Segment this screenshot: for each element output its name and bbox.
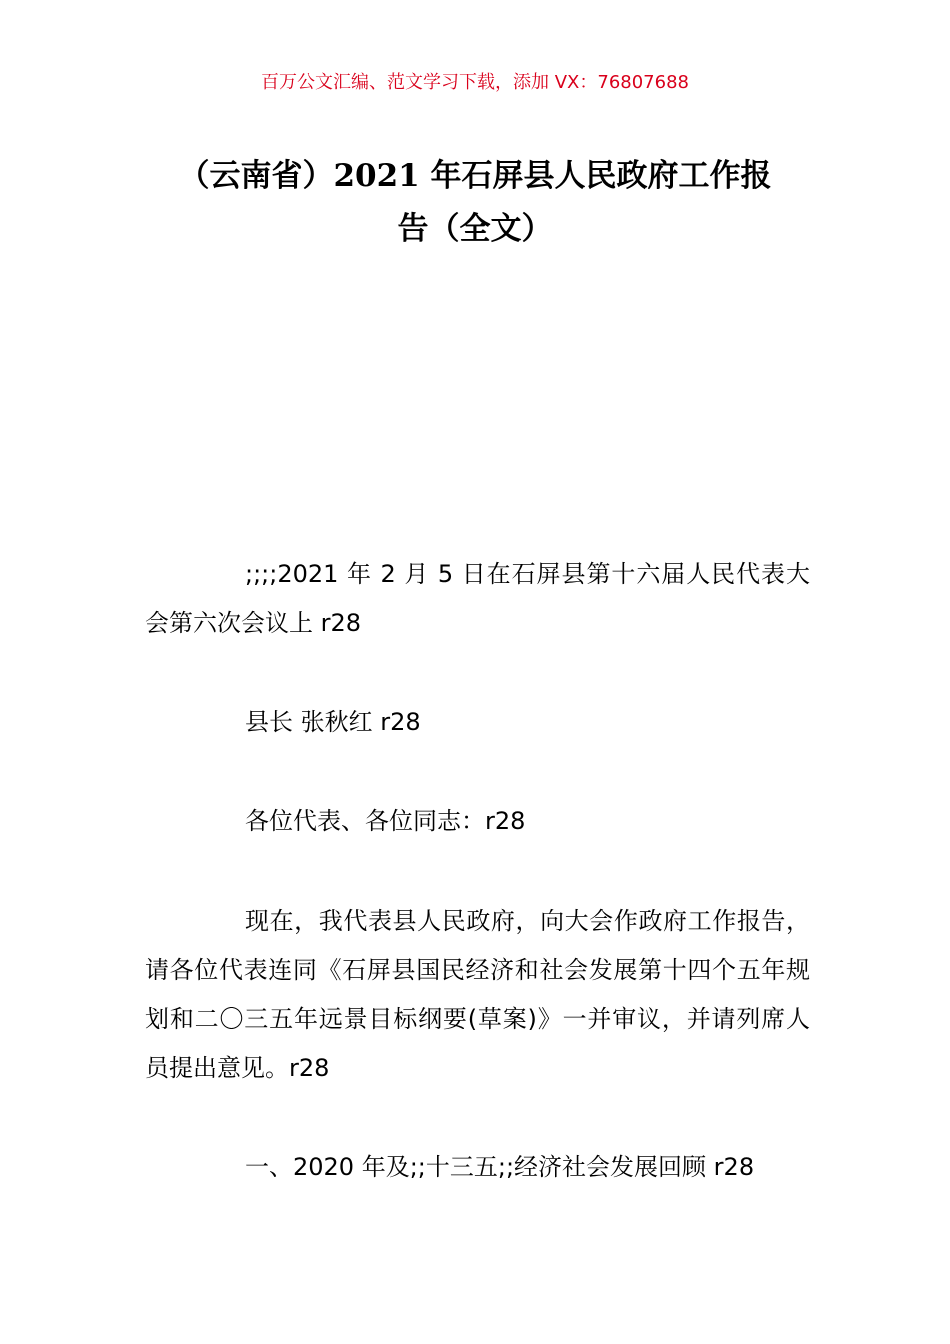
paragraph-text: 县长 张秋红 r28 [245, 708, 421, 736]
paragraph-text: 各位代表、各位同志：r28 [245, 807, 526, 835]
paragraph-meeting-info [145, 550, 810, 648]
paragraph-intro [145, 897, 810, 1093]
paragraph-speaker [145, 698, 810, 747]
paragraph-text: ;;;;2021 年 2 月 5 日在石屏县第十六届人民代表大会第六次会议上 r28 [145, 560, 810, 637]
header-note: 百万公文汇编、范文学习下载，添加 VX：76807688 [261, 72, 689, 93]
title-line-1: （云南省）2021 年石屏县人民政府工作报 [178, 158, 772, 194]
document-title [110, 150, 840, 256]
section-heading [145, 1143, 810, 1192]
paragraph-text: 现在，我代表县人民政府，向大会作政府工作报告，请各位代表连同《石屏县国民经济和社会发展第十四个五年规划和二〇三五年远景目标纲要(草案)》一并审议，并请列席人员提出意见。r28 [145, 907, 810, 1082]
title-line-2: 告（全文） [397, 211, 553, 247]
paragraph-salutation [145, 797, 810, 846]
paragraph-text: 一、2020 年及;;十三五;;经济社会发展回顾 r28 [245, 1153, 755, 1181]
